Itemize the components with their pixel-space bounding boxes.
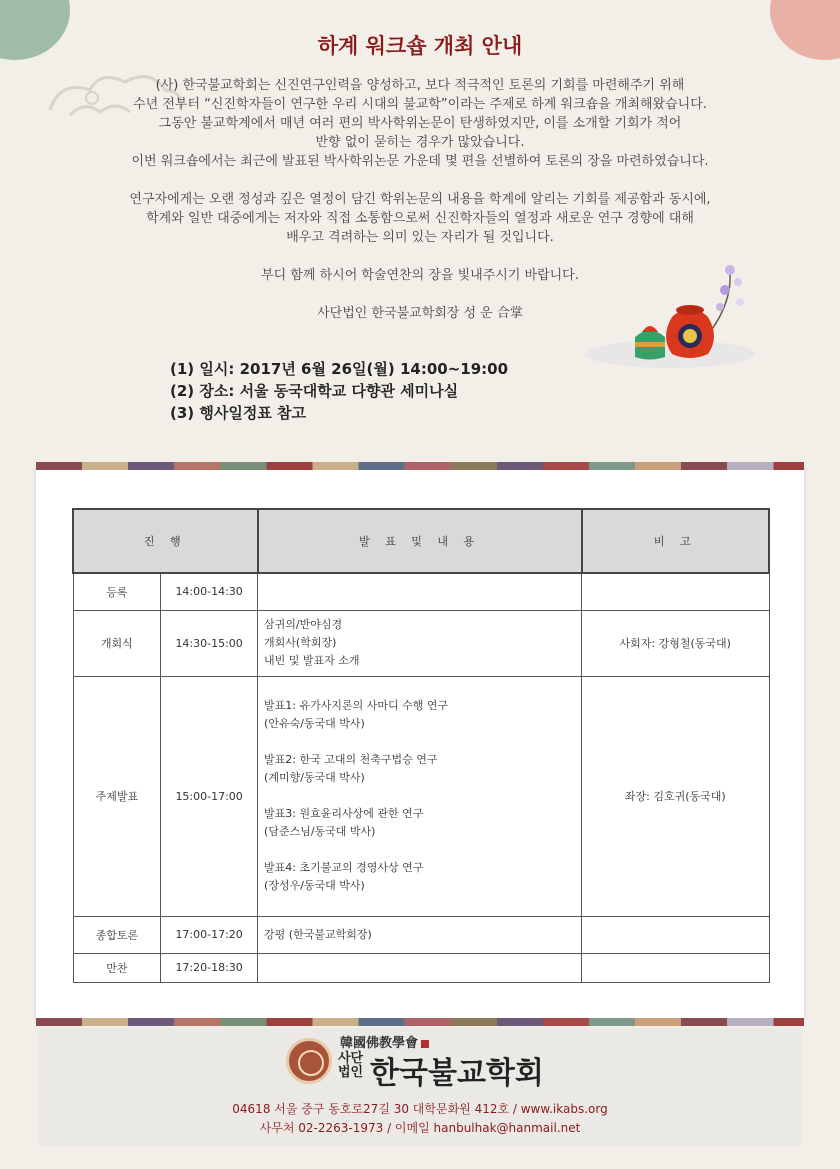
footer-org-prefix: 사단법인 [338, 1051, 364, 1080]
row-content [258, 610, 582, 676]
lucky-pouch-illustration-icon [580, 262, 760, 382]
event-venue: (2) 장소: 서울 동국대학교 다향관 세미나실 [170, 382, 459, 400]
row-time: 14:30-15:00 [161, 610, 258, 676]
row-name: 종합토론 [73, 916, 161, 953]
society-seal-logo [286, 1038, 332, 1084]
page-title: 하계 워크숍 개최 안내 [317, 34, 523, 58]
content-line: 개회사(학회장) [264, 636, 337, 649]
content-line: 강평 (한국불교학회장) [264, 927, 372, 941]
content-gap [264, 733, 581, 751]
intro-paragraph-3: 부디 함께 하시어 학술연찬의 장을 빛내주시기 바랍니다. [261, 268, 579, 283]
intro-line: 연구자에게는 오랜 정성과 깊은 열정이 담긴 학위논문의 내용을 학계에 알리는 기회를 제공함과 동시에, [129, 192, 711, 207]
table-row [73, 610, 769, 676]
intro-line: 수년 전부터 “신진학자들이 연구한 우리 시대의 불교학”이라는 주제로 하계 워크숍을 개최해왔습니다. [133, 97, 707, 112]
header-progress: 진 행 [73, 509, 258, 573]
table-row [73, 916, 769, 953]
row-note: 사회자: 강형철(동국대) [582, 610, 769, 676]
content-line: (계미향/동국대 박사) [264, 771, 365, 784]
row-note: 좌장: 김호귀(동국대) [582, 676, 769, 916]
pattern-strip-bottom [36, 1018, 804, 1026]
row-time: 15:00-17:00 [161, 676, 258, 916]
header-content: 발 표 및 내 용 [258, 509, 582, 573]
row-name: 만찬 [73, 953, 161, 982]
intro-line: 반향 없이 묻히는 경우가 많았습니다. [315, 135, 525, 150]
pattern-strip-top [36, 462, 804, 470]
row-content [258, 953, 582, 982]
table-row [73, 676, 769, 916]
event-details [170, 358, 508, 424]
content-line: 발표1: 유가사지론의 사마디 수행 연구 [264, 699, 449, 712]
header-note: 비 고 [582, 509, 769, 573]
row-note [582, 953, 769, 982]
row-content [258, 916, 582, 953]
event-schedule-ref: (3) 행사일정표 참고 [170, 404, 307, 422]
row-name: 등록 [73, 573, 161, 610]
stamp-icon [421, 1040, 429, 1048]
schedule-table [72, 508, 770, 983]
content-line: (안유숙/동국대 박사) [264, 717, 365, 730]
row-time: 17:00-17:20 [161, 916, 258, 953]
table-row [73, 953, 769, 982]
footer-org-name: 한국불교학회 [370, 1056, 544, 1091]
content-line: 발표4: 초기불교의 경영사상 연구 [264, 861, 424, 874]
row-note [582, 916, 769, 953]
row-content [258, 573, 582, 610]
content-gap [264, 841, 581, 859]
row-note [582, 573, 769, 610]
row-name: 개회식 [73, 610, 161, 676]
signature: 사단법인 한국불교학회장 성 운 合掌 [317, 306, 523, 321]
intro-line: 이번 워크숍에서는 최근에 발표된 박사학위논문 가운데 몇 편을 선별하여 토론의 장을 마련하였습니다. [131, 154, 709, 169]
content-line: 내빈 및 발표자 소개 [264, 654, 360, 667]
intro-line: (사) 한국불교학회는 신진연구인력을 양성하고, 보다 적극적인 토론의 기회를 마련해주기 위해 [155, 78, 685, 93]
row-time: 17:20-18:30 [161, 953, 258, 982]
intro-paragraph-2 [0, 190, 840, 247]
table-row [73, 573, 769, 610]
row-time: 14:00-14:30 [161, 573, 258, 610]
intro-line: 그동안 불교학계에서 매년 여러 편의 박사학위논문이 탄생하였지만, 이를 소개할 기회가 적어 [158, 116, 682, 131]
schedule-header-row [73, 509, 769, 573]
contact-line: 사무처 02-2263-1973 / 이메일 hanbulhak@hanmail.net [259, 1121, 581, 1135]
hanja-text: 韓國佛教學會 [340, 1036, 419, 1051]
footer-address [0, 1100, 840, 1138]
content-line: 발표3: 원효윤리사상에 관한 연구 [264, 807, 424, 820]
row-name: 주제발표 [73, 676, 161, 916]
content-line: 발표2: 한국 고대의 천축구법승 연구 [264, 753, 438, 766]
address-line: 04618 서울 중구 동호로27길 30 대학문화원 412호 / www.ikabs.org [232, 1102, 608, 1116]
row-content [258, 676, 582, 916]
content-line: (장성우/동국대 박사) [264, 879, 365, 892]
intro-line: 학계와 일반 대중에게는 저자와 직접 소통함으로써 신진학자들의 열정과 새로운 연구 경향에 대해 [146, 211, 694, 226]
content-line: 삼귀의/반야심경 [264, 618, 343, 631]
content-line: (담준스님/동국대 박사) [264, 825, 376, 838]
content-gap [264, 787, 581, 805]
intro-paragraph-1 [0, 76, 840, 171]
event-date: (1) 일시: 2017년 6월 26일(월) 14:00~19:00 [170, 360, 509, 378]
intro-line: 배우고 격려하는 의미 있는 자리가 될 것입니다. [286, 230, 554, 245]
